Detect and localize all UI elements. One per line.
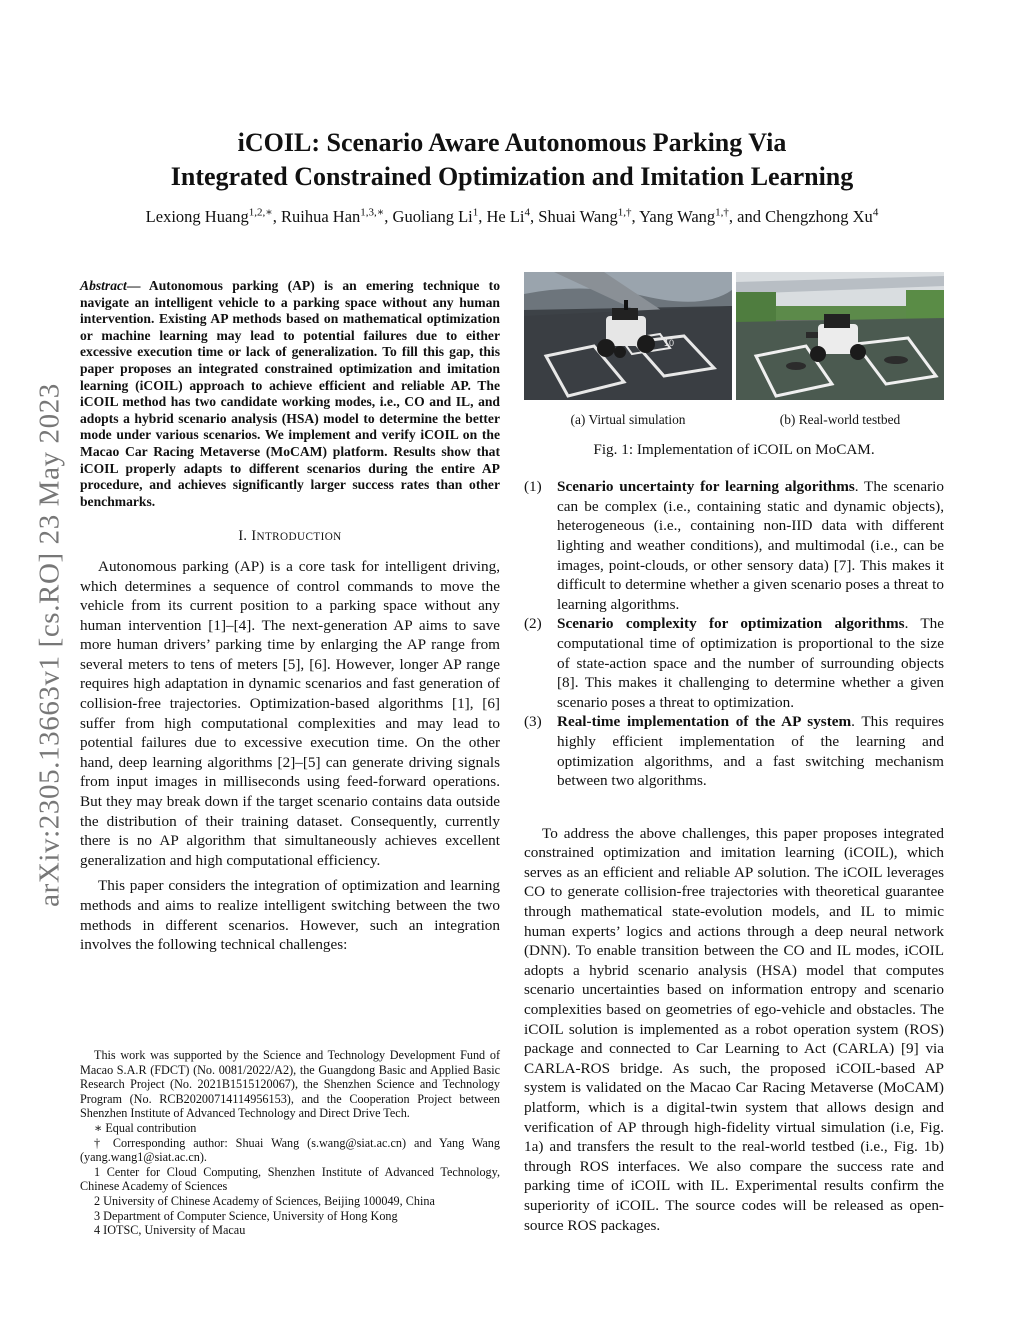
author: Ruihua Han$^{1,3,∗}$, [281,206,393,226]
figure-caption: Fig. 1: Implementation of iCOIL on MoCAM. [593,440,875,458]
author: Shuai Wang$^{1,\dagger}$, [538,206,640,226]
author: Chengzhong Xu$^4$ [765,206,879,226]
abstract-label: Abstract [80,278,127,293]
footnote-affil-3: 3 Department of Computer Science, University of Hong Kong [94,1208,398,1223]
left-column [80,278,500,955]
section-heading-introduction: I. INTRODUCTION [238,528,342,545]
footnote-affil-2: 2 University of Chinese Academy of Sciences, Beijing 100049, China [94,1193,435,1208]
subcaption-b: (b) Real-world testbed [779,412,901,427]
virtual-sim-image [524,272,732,400]
footnote-equal: ∗ Equal contribution [94,1120,197,1135]
author: Guoliang Li$^1$, [392,206,487,226]
arxiv-stamp-text: arXiv:2305.13663v1 [cs.RO] 23 May 2023 [33,383,66,907]
list-item: (1) Scenario uncertainty for learning algorithms. The scenario can be complex (i.e., containing static and dynamic objects), heterogeneous (i.e., containing non-IID data with different lighting and weather conditions), and multimodal (i.e., can be images, point-clouds, or other sensory data) [7]. This makes it difficult to determine whether a given scenario poses a threat to learning algorithms. [524,478,944,613]
subcaption-a: (a) Virtual simulation [570,412,686,427]
footnote-affil-1: 1 Center for Cloud Computing, Shenzhen Institute of Advanced Technology, Chinese Academy of Sciences [80,1164,500,1194]
list-item: (3) Real-time implementation of the AP system. This requires highly efficient implementation of the learning and optimization algorithms, and a fast switching mechanism between two algorithms. [524,713,944,790]
footnote-corresponding: † Corresponding author: Shuai Wang (s.wang@siat.ac.cn) and Yang Wang (yang.wang1@siat.ac.cn). [80,1135,500,1165]
title-line-2: Integrated Constrained Optimization and Imitation Learning [170,162,854,191]
footnotes [80,1048,500,1238]
paper-title [0,126,1024,194]
intro-paragraph-2: This paper considers the integration of optimization and learning methods and aims to realize intelligent switching between the two methods in different scenarios. However, such an integration involves the following technical challenges: [80,877,500,954]
real-testbed-image [736,272,944,400]
figure-subcaptions [524,410,944,430]
challenge-list [524,477,944,791]
figure-1 [524,272,944,400]
abstract-text: Autonomous parking (AP) is an emering technique to navigate an intelligent vehicle to a parking space without any human intervention. Existing AP methods based on mathematical optimization or machine learning may lead to potential failures due to either excessive execution time or lack of generalization. To fill this gap, this paper proposes an integrated constrained optimization and imitation learning (iCOIL) approach to achieve efficient and reliable AP. The iCOIL method has two candidate working modes, i.e., CO and IL, and adopts a hybrid scenario analysis (HSA) model to determine the better mode under various scenarios. We implement and verify iCOIL on the Macao Car Racing Metaverse (MoCAM) platform. Results show that iCOIL properly adapts to different scenarios during the entire AP procedure, and achieves significantly larger success rates than other benchmarks. [80,278,500,509]
list-item: (2) Scenario complexity for optimization algorithms. The computational time of optimization is proportional to the size of state-action space and the number of surrounding objects [8]. This makes it challenging to determine whether a given scenario poses a threat to optimization. [524,615,944,711]
figure-real-world-testbed [736,272,944,400]
abstract: Abstract— Autonomous parking (AP) is an emering technique to navigate an intelligent vehicle to a parking space without any human intervention. Existing AP methods based on mathematical optimization or machine learning may lead to potential failures due to either excessive execution time or lack of generalization. To fill this gap, this paper proposes an integrated constrained optimization and imitation learning (iCOIL) approach to achieve efficient and reliable AP. The iCOIL method has two candidate working modes, i.e., CO and IL, and adopts a hybrid scenario analysis (HSA) model to determine the better mode under various scenarios. We implement and verify iCOIL on the Macao Car Racing Metaverse (MoCAM) platform. Results show that iCOIL properly adapts to different scenarios during the entire AP procedure, and achieves significantly larger success rates than other benchmarks. [80,278,500,509]
footnote-funding: This work was supported by the Science and Technology Development Fund of Macao S.A.R (FDCT) (No. 0081/2022/A2), the Guangdong Basic and Applied Basic Research Project (No. 2021B1515120067), the Shenzhen Science and Technology Program (No. RCB20200714114956153), and the Cooperation Project between Shenzhen Institute of Advanced Technology and Direct Drive Tech. [80,1048,500,1121]
author: He Li$^4$, [486,206,539,226]
contribution-paragraph: To address the above challenges, this paper proposes integrated constrained optimization and imitation learning (iCOIL), which serves as an efficient and reliable AP solution. The iCOIL leverages CO to generate collision-free trajectories with theoretical guarantee through mathematical state-evolution models, and IL to mimic human experts’ logics and actions through a deep neural network (DNN). To enable transition between the CO and IL modes, iCOIL adopts a hybrid scenario analysis (HSA) model that computes scenario uncertainties based on information entropy and scenario complexities based on geometries of ego-vehicle and obstacles. The iCOIL solution is implemented as a robot operation system (ROS) package and connected to Car Learning to Act (CARLA) [9] via CARLA-ROS bridge. As such, the proposed iCOIL-based AP system is validated on the Macao Car Racing Metaverse (MoCAM) platform, which is a digital-twin system that allows design and verification of AP through high-fidelity virtual simulation (i.e, Fig. 1a) and transfers the result to the real-world testbed (i.e., Fig. 1b) through ROS interfaces. We also compare the success rate and parking time of iCOIL with IL. Experimental results confirm the superiority of iCOIL. The source codes will be released as open-source ROS packages. [524,824,944,1234]
footnote-affil-4: 4 IOTSC, University of Macau [94,1223,246,1238]
author: Lexiong Huang$^{1,2,∗}$, [145,206,282,226]
title-line-1: iCOIL: Scenario Aware Autonomous Parking Via [237,128,787,157]
right-column [524,272,944,1235]
author: Yang Wang$^{1,\dagger}$, and [639,206,766,226]
author-list [0,205,1024,227]
intro-paragraph-1: Autonomous parking (AP) is a core task for intelligent driving, which determines a sequence of control commands to move the vehicle from its current position to a parking space without any human intervention [1]–[4]. The next-generation AP aims to save more human drivers’ parking time by enlarging the AP range from several meters to tens of meters [5], [6]. However, longer AP range requires high adaptation in dynamic scenarios and fast generation of collision-free trajectories. Optimization-based algorithms [1], [6] suffer from high computational complexities and may lead to potential failures due to excessive execution time. On the other hand, deep learning algorithms [2]–[5] can generate driving signals from input images in milliseconds using feed-forward operations. But they may break down if the target scenario contains data outside the distribution of their training dataset. Consequently, currently there is no AP algorithm that simultaneously achieves excellent generalization and high computational efficiency. [80,557,500,869]
svg-text:10: 10 [664,338,675,348]
figure-virtual-simulation [524,272,732,400]
